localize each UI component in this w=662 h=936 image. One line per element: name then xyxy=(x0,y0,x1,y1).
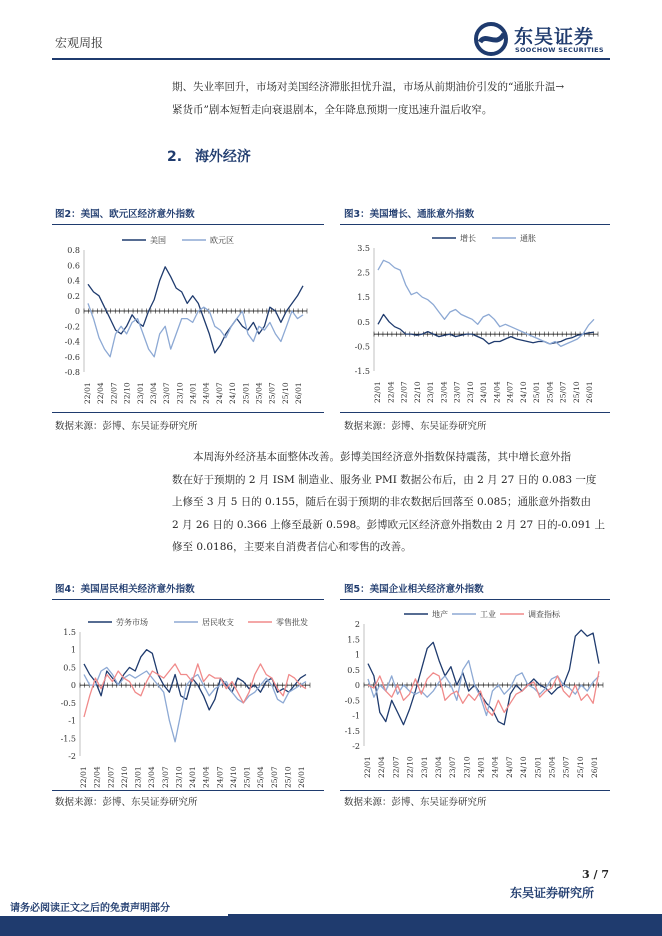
fig5-caption: 图5：美国企业相关经济意外指数 xyxy=(344,584,484,595)
x-tick-label: 25/04 xyxy=(547,756,557,778)
fig4-source: 数据来源：彭博、东吴证券研究所 xyxy=(55,797,198,808)
page-number: 3 / 7 xyxy=(582,868,609,881)
body-line: 上修至 3 月 5 日的 0.155，随后在弱于预期的非农数据后回落至 0.085；通胀意外指数由 xyxy=(172,496,592,508)
y-tick-label: -1 xyxy=(352,711,360,721)
y-tick-label: -0.4 xyxy=(64,337,80,347)
fig5-chart xyxy=(340,604,610,788)
legend-item xyxy=(88,617,148,627)
x-tick-label: 23/01 xyxy=(426,381,435,403)
section-title: 海外经济 xyxy=(194,149,251,165)
x-tick-label: 24/04 xyxy=(201,766,211,788)
y-tick-label: 1 xyxy=(70,645,76,655)
x-tick-label: 23/04 xyxy=(147,766,157,788)
x-tick-label: 24/01 xyxy=(479,381,488,403)
x-tick-label: 22/07 xyxy=(391,756,401,778)
x-tick-label: 25/04 xyxy=(545,381,555,403)
x-tick-label: 22/07 xyxy=(106,766,116,788)
x-tick-label: 24/10 xyxy=(519,756,529,778)
x-tick-label: 23/07 xyxy=(160,766,170,788)
x-tick-label: 25/01 xyxy=(532,381,541,403)
fig3-source: 数据来源：彭博、东吴证券研究所 xyxy=(344,421,487,432)
x-tick-label: 24/01 xyxy=(476,756,486,778)
x-tick-label: 26/01 xyxy=(294,382,303,404)
y-tick-label: 0.4 xyxy=(67,276,80,286)
x-tick-label: 22/01 xyxy=(373,381,382,403)
y-tick-label: -1.5 xyxy=(354,367,370,376)
x-tick-label: 23/10 xyxy=(174,766,184,788)
body-paragraph xyxy=(172,446,612,559)
x-tick-label: 24/01 xyxy=(188,382,198,404)
x-tick-label: 25/07 xyxy=(558,381,568,403)
svg-text:通胀: 通胀 xyxy=(520,234,536,243)
svg-text:调查指标: 调查指标 xyxy=(528,610,560,619)
x-tick-label: 26/01 xyxy=(297,766,306,788)
y-tick-label: -0.5 xyxy=(354,342,370,352)
fig3-caption-rule xyxy=(340,224,610,225)
x-tick-label: 22/10 xyxy=(405,756,415,778)
fig5-caption-rule xyxy=(340,599,610,600)
y-tick-label: 0.5 xyxy=(63,663,76,673)
x-tick-label: 25/10 xyxy=(283,766,293,788)
y-tick-label: 2 xyxy=(354,620,360,629)
y-tick-label: -0.2 xyxy=(64,322,80,332)
footer-bar xyxy=(0,914,662,936)
y-tick-label: 0.2 xyxy=(67,291,80,301)
y-tick-label: -0.5 xyxy=(60,698,76,708)
y-tick-label: 0.8 xyxy=(67,246,80,255)
x-tick-label: 25/07 xyxy=(267,382,277,404)
y-tick-label: 0 xyxy=(354,681,360,690)
x-tick-label: 24/07 xyxy=(215,766,225,788)
footer-disclaimer[interactable]: 请务必阅读正文之后的免责声明部分 xyxy=(10,903,170,914)
intro-line: 期、失业率回升，市场对美国经济滞胀担忧升温，市场从前期油价引发的“通胀升温→ xyxy=(172,81,565,93)
y-tick-label: 0.5 xyxy=(347,665,360,675)
x-tick-label: 24/01 xyxy=(188,766,197,788)
y-tick-label: 0.5 xyxy=(357,317,370,327)
body-line: 数在好于预期的 2 月 ISM 制造业、服务业 PMI 数据公布后，由 2 月 27 日的 0.083 一度 xyxy=(172,473,597,486)
intro-paragraph xyxy=(172,76,612,121)
y-tick-label: -0.8 xyxy=(64,368,80,377)
x-tick-label: 22/04 xyxy=(377,756,387,778)
svg-text:工业: 工业 xyxy=(480,610,496,619)
legend-item xyxy=(492,233,536,243)
y-tick-label: 0 xyxy=(74,307,80,316)
x-tick-label: 23/07 xyxy=(448,756,458,778)
x-tick-label: 24/04 xyxy=(492,381,502,403)
y-tick-label: 1.5 xyxy=(347,635,360,645)
y-tick-label: 2.5 xyxy=(357,268,370,278)
x-tick-label: 24/07 xyxy=(214,382,224,404)
fig4-caption-rule xyxy=(52,599,324,600)
x-tick-label: 24/04 xyxy=(201,382,211,404)
svg-text:居民收支: 居民收支 xyxy=(202,618,234,627)
x-tick-label: 25/07 xyxy=(269,766,279,788)
x-tick-label: 23/07 xyxy=(162,382,172,404)
fig4-caption: 图4：美国居民相关经济意外指数 xyxy=(55,584,195,595)
fig3-caption: 图3：美国增长、通胀意外指数 xyxy=(344,209,475,220)
body-line: 本周海外经济基本面整体改善。彭博美国经济意外指数保持震荡，其中增长意外指 xyxy=(193,451,571,463)
legend-item xyxy=(432,233,476,243)
x-tick-label: 22/10 xyxy=(412,381,422,403)
legend-item xyxy=(182,235,234,245)
x-tick-label: 25/01 xyxy=(242,766,252,788)
y-tick-label: 0.6 xyxy=(67,261,80,271)
x-tick-label: 25/10 xyxy=(571,381,581,403)
brand-logo-icon xyxy=(474,22,510,56)
y-tick-label: -1 xyxy=(68,716,76,726)
fig2-source: 数据来源：彭博、东吴证券研究所 xyxy=(55,421,198,432)
fig2-caption: 图2：美国、欧元区经济意外指数 xyxy=(55,209,195,220)
x-tick-label: 23/01 xyxy=(135,382,145,404)
svg-text:零售批发: 零售批发 xyxy=(276,618,308,627)
report-type: 宏观周报 xyxy=(55,36,104,50)
y-tick-label: -1.5 xyxy=(344,726,360,736)
x-tick-label: 25/10 xyxy=(575,756,585,778)
y-tick-label: 1.5 xyxy=(63,628,76,637)
svg-text:欧元区: 欧元区 xyxy=(210,236,234,245)
x-tick-label: 22/07 xyxy=(109,382,119,404)
series-line xyxy=(84,664,306,717)
fig3-source-rule xyxy=(340,412,610,413)
body-line: 修至 0.0186，主要来自消费者信心和零售的改善。 xyxy=(172,541,412,553)
fig2-chart xyxy=(52,228,324,412)
fig2-source-rule xyxy=(52,412,324,413)
y-tick-label: 1 xyxy=(354,650,360,660)
x-tick-label: 24/07 xyxy=(504,756,514,778)
x-tick-label: 25/01 xyxy=(533,756,543,778)
x-tick-label: 23/04 xyxy=(433,756,443,778)
x-tick-label: 23/10 xyxy=(465,381,475,403)
x-tick-label: 23/10 xyxy=(175,382,185,404)
x-tick-label: 22/01 xyxy=(363,756,372,778)
x-tick-label: 22/04 xyxy=(92,766,102,788)
y-tick-label: -2 xyxy=(68,752,76,761)
x-tick-label: 25/10 xyxy=(280,382,290,404)
y-tick-label: 0 xyxy=(70,681,76,691)
x-tick-label: 22/07 xyxy=(399,381,409,403)
footer-institute: 东吴证券研究所 xyxy=(510,886,595,900)
x-tick-label: 22/04 xyxy=(386,381,396,403)
fig5-source: 数据来源：彭博、东吴证券研究所 xyxy=(344,797,487,808)
legend-item xyxy=(174,617,234,627)
x-tick-label: 26/01 xyxy=(585,381,594,403)
body-line: 2 月 26 日的 0.366 上修至最新 0.598。彭博欧元区经济意外指数由 2 月 27 日的-0.091 上 xyxy=(172,518,606,531)
fig4-chart xyxy=(52,604,324,788)
x-tick-label: 23/04 xyxy=(439,381,449,403)
y-tick-label: -2 xyxy=(352,742,360,751)
x-tick-label: 23/01 xyxy=(133,766,143,788)
legend-item xyxy=(500,609,561,619)
x-tick-label: 22/01 xyxy=(79,766,88,788)
svg-text:增长: 增长 xyxy=(460,234,476,243)
fig2-caption-rule xyxy=(52,224,324,225)
y-tick-label: -0.5 xyxy=(344,696,360,706)
x-tick-label: 22/04 xyxy=(96,382,106,404)
x-tick-label: 23/01 xyxy=(419,756,429,778)
brand-name-cn: 东吴证券 xyxy=(514,26,595,48)
x-tick-label: 22/10 xyxy=(119,766,129,788)
legend-item xyxy=(404,609,448,619)
y-tick-label: 3.5 xyxy=(357,244,370,253)
x-tick-label: 25/04 xyxy=(254,382,264,404)
series-line xyxy=(378,314,594,344)
x-tick-label: 26/01 xyxy=(590,756,599,778)
header-rule xyxy=(52,58,610,60)
fig5-source-rule xyxy=(340,790,610,791)
fig3-chart xyxy=(340,228,610,412)
x-tick-label: 22/10 xyxy=(122,382,132,404)
section-number: 2. xyxy=(167,149,183,165)
series-line xyxy=(368,661,599,716)
x-tick-label: 25/01 xyxy=(241,382,251,404)
series-line xyxy=(368,630,599,725)
x-tick-label: 23/04 xyxy=(148,382,158,404)
y-tick-label: 1.5 xyxy=(357,293,370,303)
fig4-source-rule xyxy=(52,790,324,791)
x-tick-label: 25/07 xyxy=(561,756,571,778)
y-tick-label: -0.6 xyxy=(64,352,80,362)
legend-item xyxy=(452,609,496,619)
x-tick-label: 24/07 xyxy=(505,381,515,403)
brand-name-en: SOOCHOW SECURITIES xyxy=(515,46,604,54)
svg-text:地产: 地产 xyxy=(432,610,448,619)
y-tick-label: -1.5 xyxy=(60,734,76,744)
x-tick-label: 24/04 xyxy=(490,756,500,778)
x-tick-label: 23/07 xyxy=(452,381,462,403)
brand-logo xyxy=(474,22,624,56)
x-tick-label: 25/04 xyxy=(256,766,266,788)
svg-text:劳务市场: 劳务市场 xyxy=(116,618,148,627)
x-tick-label: 22/01 xyxy=(83,382,92,404)
section-heading xyxy=(167,146,251,166)
legend-item xyxy=(122,235,166,245)
legend-item xyxy=(248,617,308,627)
series-line xyxy=(368,671,599,715)
x-tick-label: 24/10 xyxy=(518,381,528,403)
intro-line: 紧货币”剧本短暂走向衰退剧本，全年降息预期一度迅速升温后收窄。 xyxy=(172,103,493,116)
x-tick-label: 24/10 xyxy=(228,382,238,404)
x-tick-label: 23/10 xyxy=(462,756,472,778)
x-tick-label: 24/10 xyxy=(228,766,238,788)
svg-text:美国: 美国 xyxy=(150,236,166,245)
